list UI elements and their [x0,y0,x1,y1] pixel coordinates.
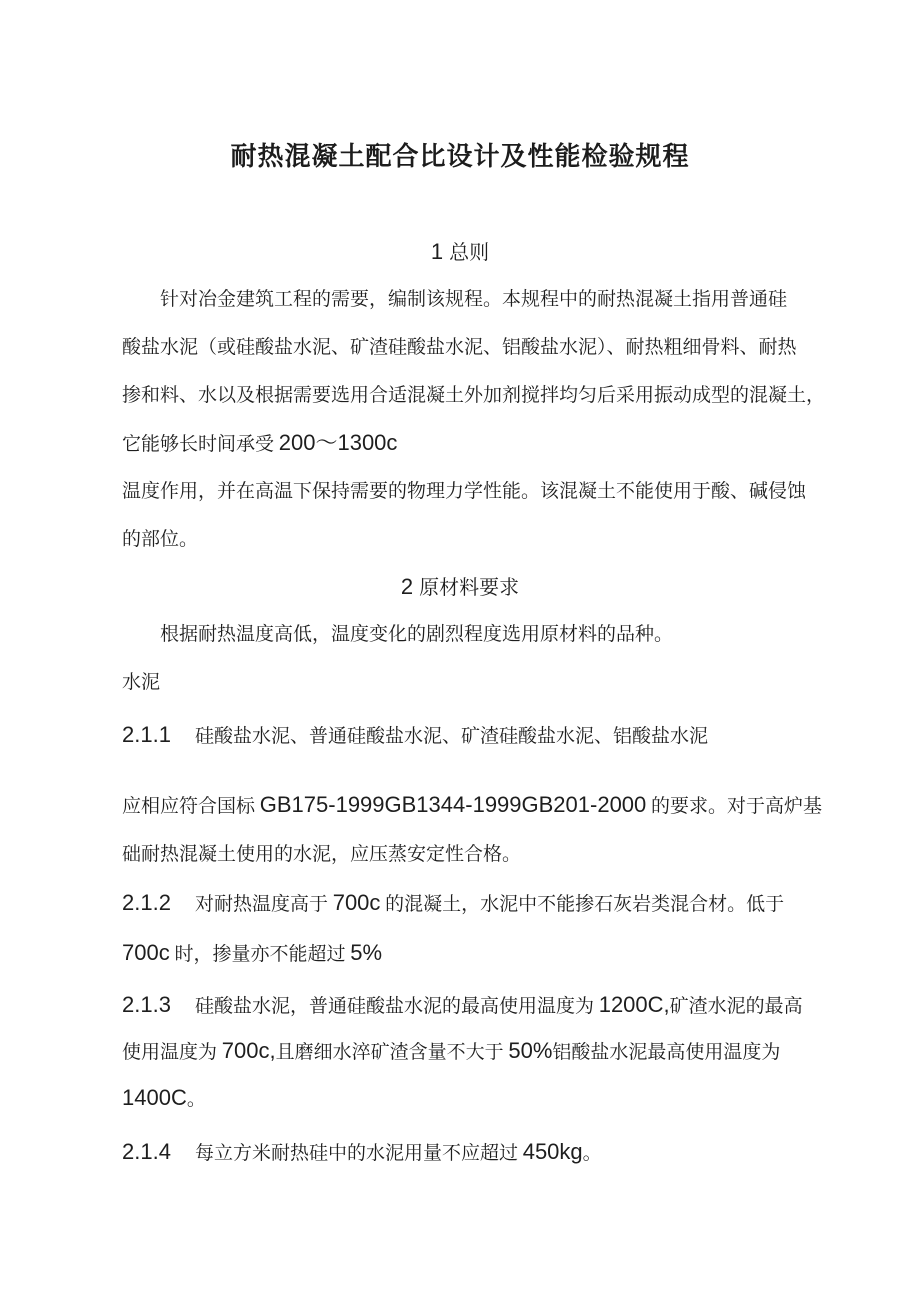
clause-212-line-1 [122,889,784,920]
clause-211-line-1 [122,721,708,752]
section-1-paragraph-line-3 [122,382,825,411]
text-run: 700c [332,890,381,915]
section-2-heading [0,573,920,604]
text-run: 总则 [449,242,490,264]
text-run: 450kg [522,1139,583,1164]
text-run: 应相应符合国标 [122,796,260,817]
section-1-paragraph-line-5 [122,478,806,507]
text-run: 的部位。 [122,529,199,550]
clause-213-line-1 [122,991,803,1022]
text-run: 掺和料、水以及根据需要选用合适混凝土外加剂搅拌均匀后采用振动成型的混凝土， [122,385,826,406]
clause-212-line-2 [122,939,382,970]
text-run: 700c, [221,1038,276,1063]
text-run: 时，掺量亦不能超过 [169,944,351,965]
clause-213-line-3 [122,1084,206,1115]
clause-214-line-1 [122,1138,602,1169]
section-2-intro-line [160,621,673,650]
text-run: GB175-1999GB1344-1999GB201-2000 [259,792,647,817]
text-run: 2.1.3 [122,992,171,1017]
text-run: 200〜1300c [278,430,398,455]
text-run: 5% [350,940,383,965]
text-run: 它能够长时间承受 [122,434,279,455]
document-title: 耐热混凝土配合比设计及性能检验规程 [230,142,690,171]
text-run: 温度作用，并在高温下保持需要的物理力学性能。该混凝土不能使用于酸、碱侵蚀 [122,481,807,502]
section-1-heading [0,238,920,269]
text-run: 对耐热温度高于 [194,894,333,915]
text-run: 酸盐水泥（或硅酸盐水泥、矿渣硅酸盐水泥、铝酸盐水泥）、耐热粗细骨料、耐热 [122,337,797,358]
text-run: 铝酸盐水泥最高使用温度为 [552,1042,781,1063]
text-run: 针对冶金建筑工程的需要，编制该规程。本规程中的耐热混凝土指用普通硅 [160,289,788,310]
text-run: 1 [430,239,450,264]
text-run: 2 [400,574,420,599]
text-run: 每立方米耐热硅中的水泥用量不应超过 [194,1143,523,1164]
text-run: 水泥 [122,672,161,693]
text-run: 的要求。对于高炉基 [646,796,823,817]
text-run: 1200C, [598,992,670,1017]
text-run: 2.1.4 [122,1139,171,1164]
text-run: 2.1.1 [122,722,171,747]
text-run: 的混凝土，水泥中不能掺石灰岩类混合材。低于 [380,894,785,915]
section-1-paragraph-line-6 [122,526,198,555]
text-run: 。 [582,1143,602,1164]
clause-213-line-2 [122,1037,780,1068]
text-run: 700c [122,940,170,965]
text-run: 原材料要求 [419,577,520,599]
material-label-cement [122,669,160,698]
clause-211-line-2 [122,791,822,822]
section-1-paragraph-line-2 [122,334,797,363]
text-run: 使用温度为 [122,1042,222,1063]
text-run: 且磨细水淬矿渣含量不大于 [275,1042,509,1063]
section-1-paragraph-line-4 [122,429,397,460]
text-run: 础耐热混凝土使用的水泥，应压蒸安定性合格。 [122,844,522,865]
section-1-paragraph-line-1 [160,286,787,315]
text-run: 硅酸盐水泥，普通硅酸盐水泥的最高使用温度为 [194,996,599,1017]
text-run: 2.1.2 [122,890,171,915]
text-run: 矿渣水泥的最高 [669,996,803,1017]
text-run: 。 [186,1089,206,1110]
text-run: 50% [508,1038,553,1063]
text-run: 1400C [122,1085,187,1110]
clause-211-line-3 [122,841,521,870]
text-run: 硅酸盐水泥、普通硅酸盐水泥、矿渣硅酸盐水泥、铝酸盐水泥 [194,726,708,747]
text-run: 根据耐热温度高低，温度变化的剧烈程度选用原材料的品种。 [160,624,674,645]
